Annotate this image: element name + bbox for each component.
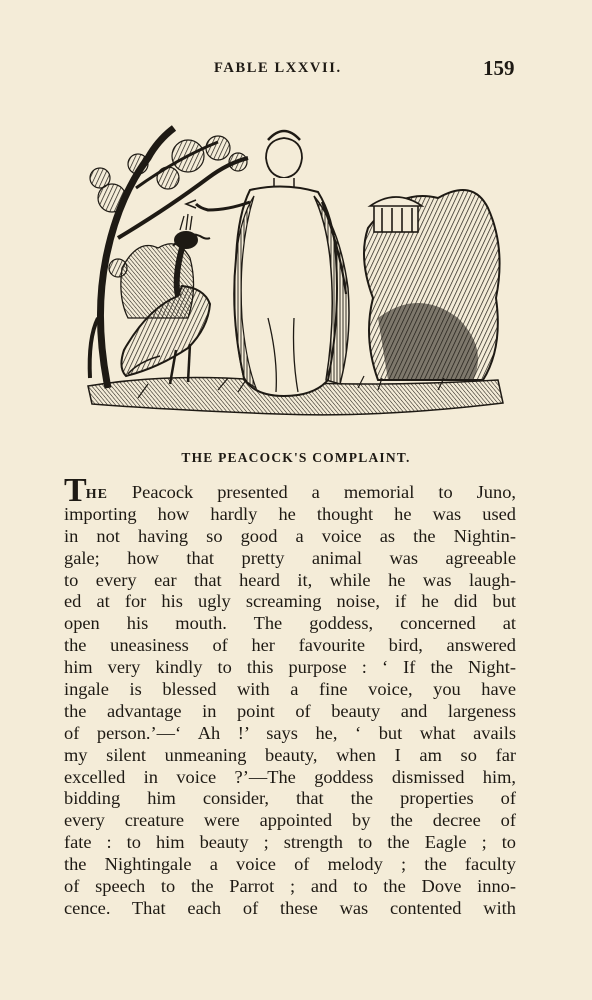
- fable-caption: THE PEACOCK'S COMPLAINT.: [181, 450, 411, 465]
- text-line: bidding him consider, that the properties of: [64, 788, 516, 809]
- drop-cap: T: [64, 472, 86, 509]
- temple-shape: [370, 197, 422, 232]
- fable-body-text: [64, 472, 516, 920]
- text-line: open his mouth. The goddess, concerned at: [64, 613, 516, 634]
- woodcut-illustration: [78, 118, 508, 422]
- text-line: the Nightingale a voice of melody ; the faculty: [64, 854, 516, 875]
- text-line: him very kindly to this purpose : ‘ If the Night-: [64, 657, 516, 678]
- text-line: the advantage in point of beauty and largeness: [64, 700, 516, 721]
- text-line-1-rest: Peacock presented a memorial to Juno,: [107, 482, 516, 502]
- running-title: FABLE LXXVII.: [214, 60, 342, 76]
- text-line: the uneasiness of her favourite bird, answered: [64, 635, 516, 656]
- text-line: my silent unmeaning beauty, when I am so far: [64, 744, 516, 765]
- juno-figure: [186, 131, 349, 396]
- text-line: gale; how that pretty animal was agreeable: [64, 547, 516, 568]
- text-line: of person.’—‘ Ah !’ says he, ‘ but what avails: [64, 722, 516, 743]
- text-line: importing how hardly he thought he was used: [64, 503, 516, 524]
- text-line: ed at for his ugly screaming noise, if he did but: [64, 591, 516, 612]
- text-line: excelled in voice ?’—The goddess dismissed him,: [64, 766, 516, 787]
- text-line: of speech to the Parrot ; and to the Dove inno-: [64, 876, 516, 897]
- text-line: to every ear that heard it, while he was laugh-: [64, 569, 516, 590]
- text-line: in not having so good a voice as the Nightin-: [64, 525, 516, 546]
- page-number: 159: [483, 56, 515, 80]
- text-line: every creature were appointed by the decree of: [64, 810, 516, 831]
- text-line: fate : to him beauty ; strength to the Eagle ; to: [64, 832, 516, 853]
- running-head: [0, 58, 592, 84]
- text-line: cence. That each of these was contented with: [64, 897, 516, 918]
- text-line-1: [64, 472, 516, 509]
- text-line: ingale is blessed with a fine voice, you have: [64, 679, 516, 700]
- first-word-rest: HE: [85, 487, 108, 502]
